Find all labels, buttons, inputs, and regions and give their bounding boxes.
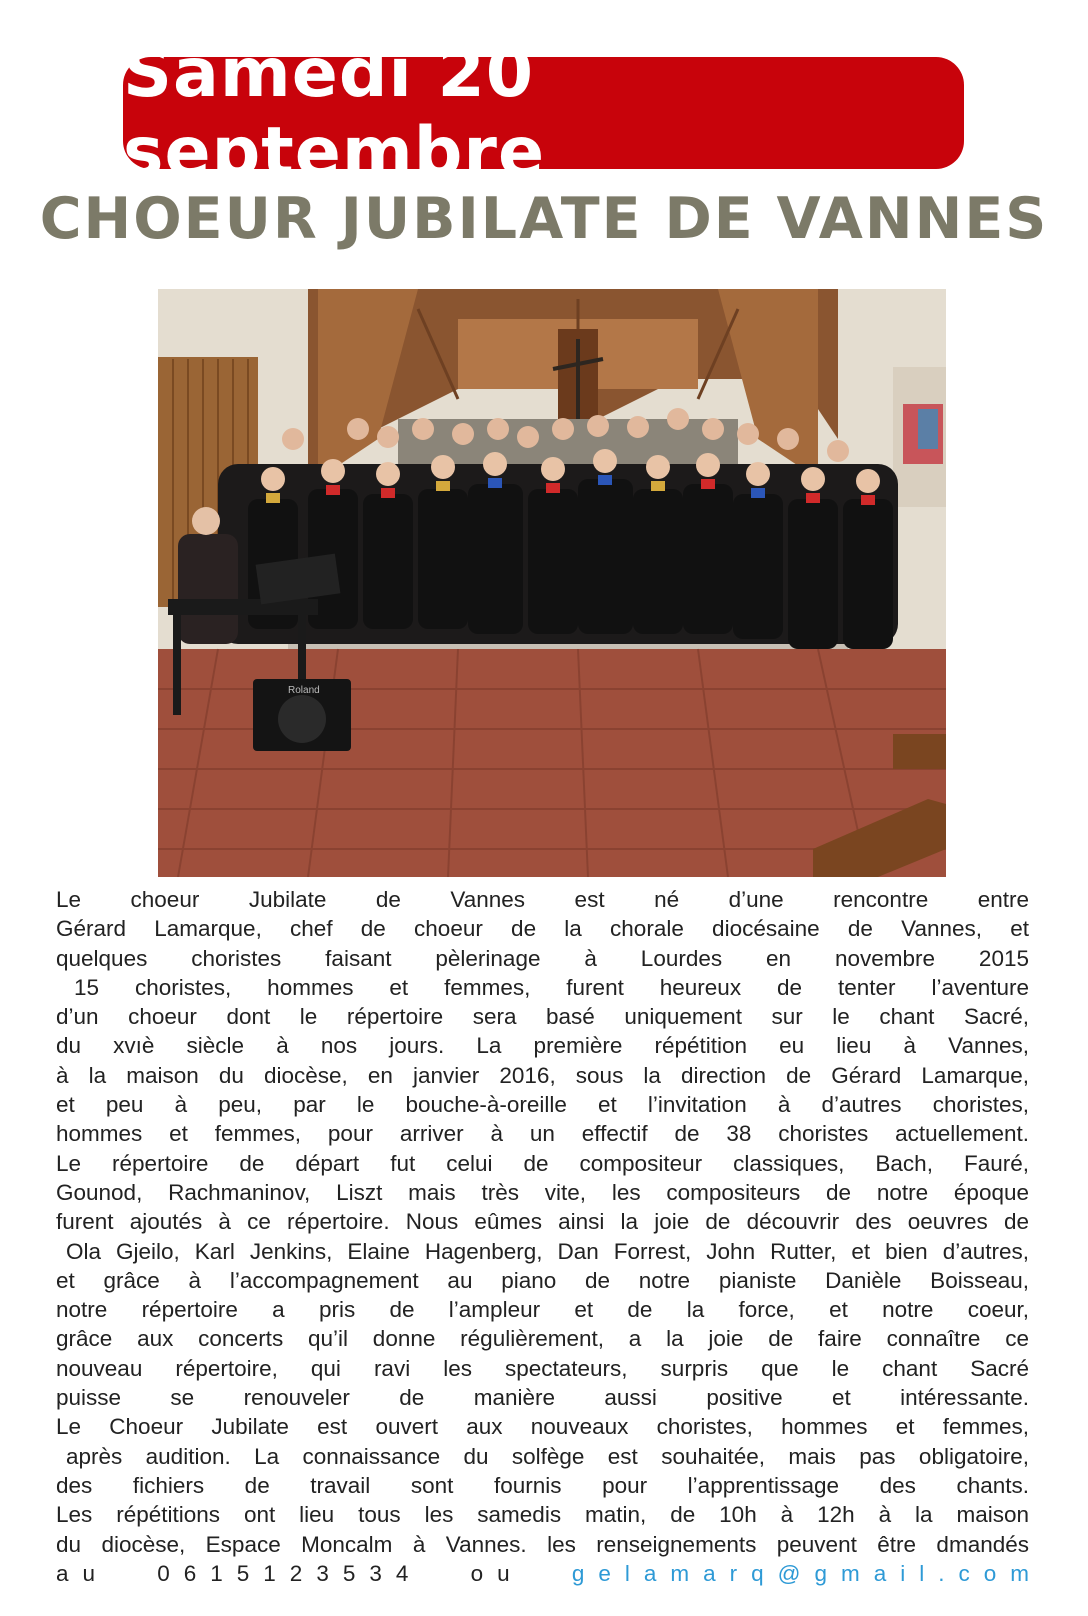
body-line: hommes et femmes, pour arriver à un effectif de 38 choristes actuellement. [56,1121,1029,1147]
body-line: grâce aux concerts qu’il donne régulièrement, a la joie de faire connaître ce [56,1326,1029,1352]
body-line: Gounod, Rachmaninov, Liszt mais très vite, les compositeurs de notre époque [56,1179,1029,1205]
date-text: Samedi 20 septembre [123,34,546,192]
contact-or: ou [470,1560,524,1586]
body-line: 15 choristes, hommes et femmes, furent heureux de tenter l’aventure [74,974,1029,1000]
body-line: du xvıè siècle à nos jours. La première répétition eu lieu à Vannes, [56,1033,1029,1059]
body-line: des fichiers de travail sont fournis pour l’apprentissage des chants. [56,1472,1029,1498]
body-line: Les répétitions ont lieu tous les samedis matin, de 10h à 12h à la maison [56,1502,1029,1528]
body-line: Le répertoire de départ fut celui de compositeur classiques, Bach, Fauré, [56,1150,1029,1176]
body-line: et peu à peu, par le bouche-à-oreille et l’invitation à d’autres choristes, [56,1092,1029,1118]
date-banner [123,34,964,192]
choir-photo [158,289,946,877]
body-line: Le choeur Jubilate de Vannes est né d’une rencontre entre [56,887,1029,912]
body-line: d’un choeur dont le répertoire sera basé uniquement sur le chant Sacré, [56,1004,1029,1030]
choir-title: CHOEUR JUBILATE DE VANNES [39,186,1049,252]
body-line: à la maison du diocèse, en janvier 2016, sous la direction de Gérard Lamarque, [56,1062,1029,1088]
phone-number[interactable]: 0615123534 [157,1560,423,1586]
body-line: Gérard Lamarque, chef de choeur de la chorale diocésaine de Vannes, et [56,916,1029,942]
body-line: furent ajoutés à ce répertoire. Nous eûmes ainsi la joie de découvrir des oeuvres de [56,1209,1029,1235]
body-line: nouveau répertoire, qui ravi les spectateurs, surpris que le chant Sacré [56,1355,1029,1381]
body-line: Ola Gjeilo, Karl Jenkins, Elaine Hagenberg, Dan Forrest, John Rutter, et bien d’autres, [66,1238,1029,1264]
body-line: quelques choristes faisant pèlerinage à Lourdes en novembre 2015 [56,945,1029,971]
body-line: Le Choeur Jubilate est ouvert aux nouveaux choristes, hommes et femmes, [56,1414,1029,1440]
contact-line [56,1559,1043,1588]
body-line: après audition. La connaissance du solfège est souhaitée, mais pas obligatoire, [66,1443,1029,1469]
keyboard-brand: Roland [288,685,320,696]
body-line: et grâce à l’accompagnement au piano de notre pianiste Danièle Boisseau, [56,1267,1029,1293]
body-text [56,885,1043,1588]
body-line: puisse se renouveler de manière aussi positive et intéressante. [56,1385,1029,1411]
body-line: notre répertoire a pris de l’ampleur et de la force, et notre coeur, [56,1297,1029,1323]
contact-prefix: au [56,1560,110,1586]
email-link[interactable]: gelamarq@gmail.com [571,1560,1043,1586]
body-line: du diocèse, Espace Moncalm à Vannes. les renseignements peuvent être dmandés [56,1531,1029,1557]
